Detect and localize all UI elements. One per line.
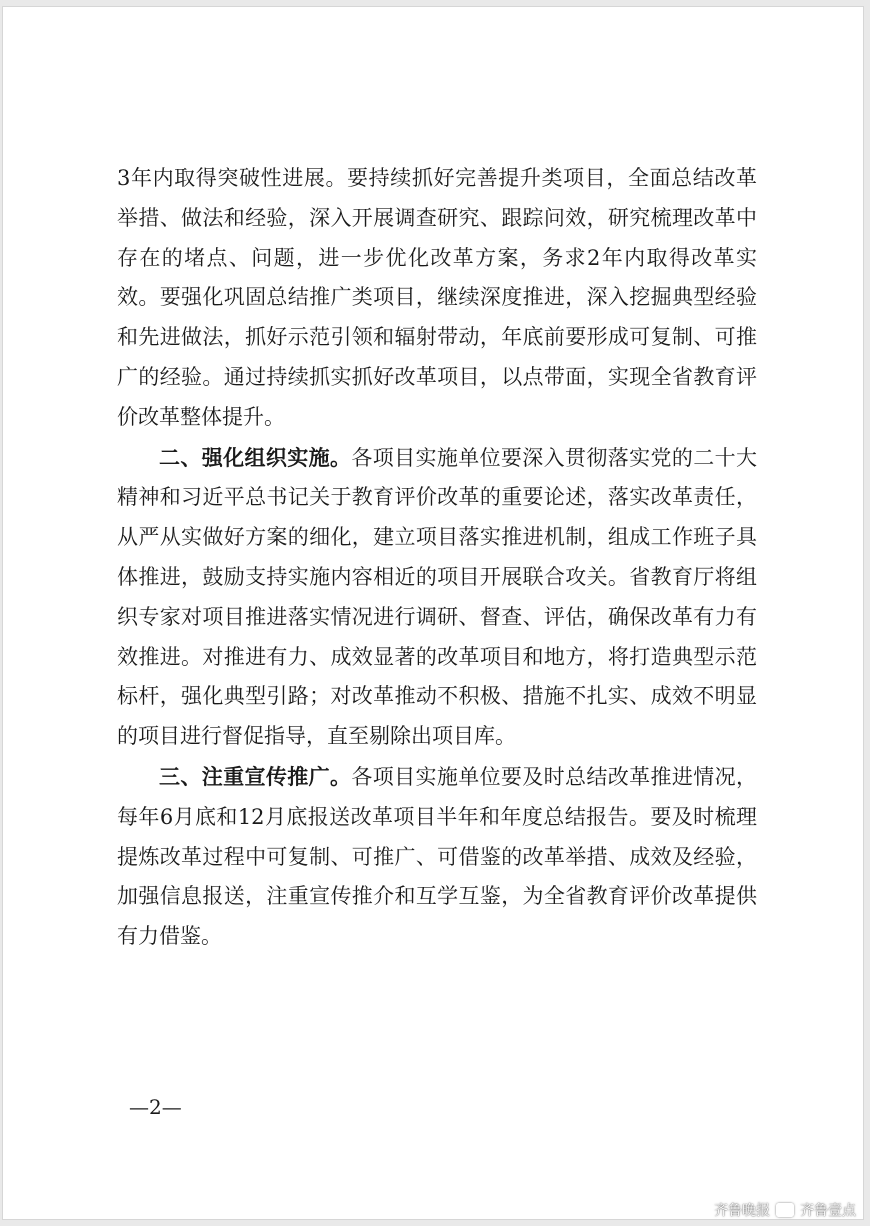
paragraph-2-text: 各项目实施单位要深入贯彻落实党的二十大精神和习近平总书记关于教育评价改革的重要论述，落实改革责任，从严从实做好方案的细化，建立项目落实推进机制，组成工作班子具体推进，鼓励支持实施内容相近的项目开展联合攻关。省教育厅将组织专家对项目推进落实情况进行调研、督查、评估，确保改革有力有效推进。对推进有力、成效显著的改革项目和地方，将打造典型示范标杆，强化典型引路；对改革推动不积极、措施不扎实、成效不明显的项目进行督促指导，直至剔除出项目库。 xyxy=(117,445,758,749)
paragraph-3-text: 各项目实施单位要及时总结改革推进情况，每年6月底和12月底报送改革项目半年和年度总结报告。要及时梳理提炼改革过程中可复制、可推广、可借鉴的改革举措、成效及经验，加强信息报送，注重宣传推介和互学互鉴，为全省教育评价改革提供有力借鉴。 xyxy=(117,764,758,949)
paragraph-3 xyxy=(117,757,757,957)
paragraph-2 xyxy=(117,438,757,757)
document-page xyxy=(2,6,864,1220)
paragraph-1-text: 3年内取得突破性进展。要持续抓好完善提升类项目，全面总结改革举措、做法和经验，深入开展调查研究、跟踪问效，研究梳理改革中存在的堵点、问题，进一步优化改革方案，务求2年内取得改革实效。要强化巩固总结推广类项目，继续深度推进，深入挖掘典型经验和先进做法，抓好示范引领和辐射带动，年底前要形成可复制、可推广的经验。通过持续抓实抓好改革项目，以点带面，实现全省教育评价改革整体提升。 xyxy=(117,166,757,429)
watermark-left-text: 齐鲁晚报 xyxy=(714,1203,770,1219)
paragraph-1 xyxy=(117,159,757,438)
document-body xyxy=(117,159,757,957)
page-number: —2— xyxy=(129,1095,182,1119)
section-heading-3: 三、注重宣传推广。 xyxy=(159,763,352,789)
chat-box-icon xyxy=(776,1203,794,1217)
section-heading-2: 二、强化组织实施。 xyxy=(159,444,352,470)
watermark-right-text: 齐鲁壹点 xyxy=(800,1203,856,1219)
watermark xyxy=(714,1200,856,1220)
